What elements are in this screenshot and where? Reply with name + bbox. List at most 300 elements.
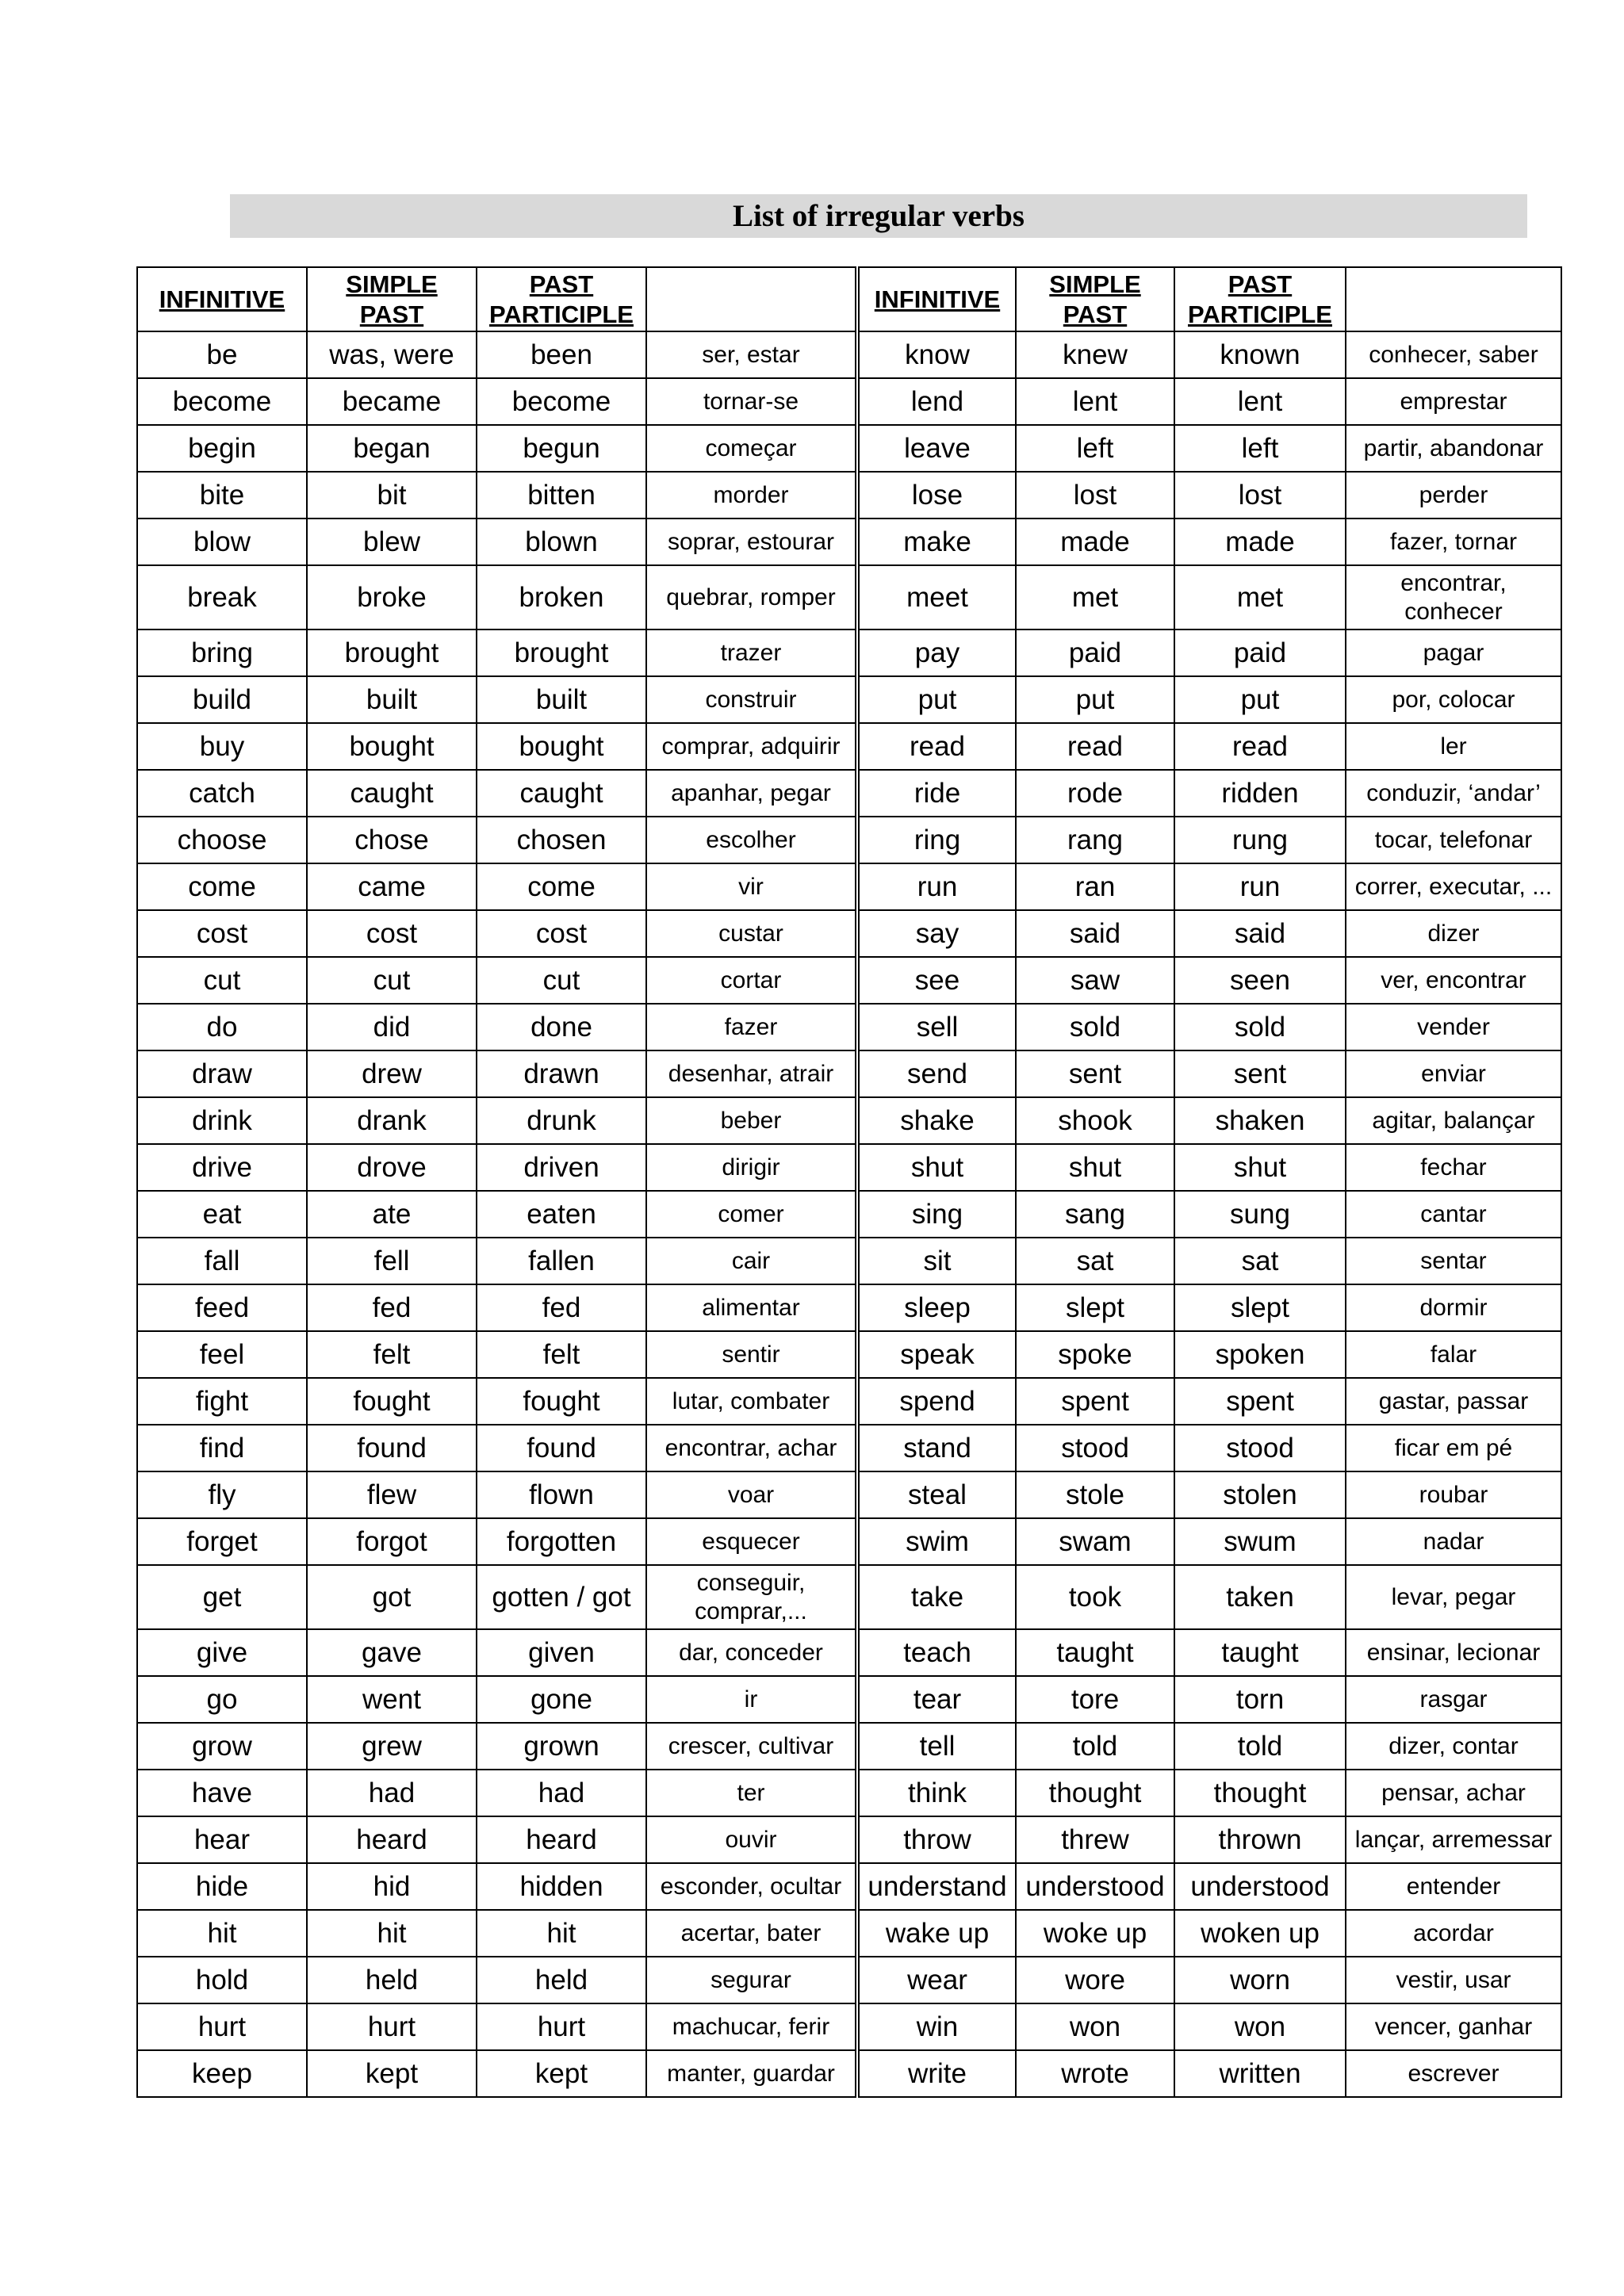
infinitive-cell-right: shake [857,1097,1016,1144]
simple-past-cell: gave [307,1629,477,1676]
past-participle-cell-right: seen [1174,957,1346,1004]
translation-cell: tornar-se [646,378,857,425]
infinitive-cell: fight [137,1378,307,1425]
translation-cell-right: por, colocar [1346,676,1561,723]
infinitive-cell: drive [137,1144,307,1191]
past-participle-cell: brought [477,629,646,676]
table-row [137,472,1561,519]
simple-past-cell: bit [307,472,477,519]
translation-cell: trazer [646,629,857,676]
translation-cell: ser, estar [646,331,857,378]
page-title: List of irregular verbs [733,199,1025,233]
header-simple-past-right: SIMPLE PAST [1016,267,1174,331]
translation-cell: machucar, ferir [646,2003,857,2050]
past-participle-cell-right: told [1174,1723,1346,1770]
simple-past-cell-right: said [1016,910,1174,957]
simple-past-cell-right: told [1016,1723,1174,1770]
simple-past-cell-right: ran [1016,863,1174,910]
past-participle-cell-right: shut [1174,1144,1346,1191]
past-participle-cell-right: written [1174,2050,1346,2097]
table-row [137,910,1561,957]
infinitive-cell: buy [137,723,307,770]
past-participle-cell-right: stolen [1174,1471,1346,1518]
table-row [137,863,1561,910]
past-participle-cell-right: sold [1174,1004,1346,1050]
infinitive-cell: get [137,1565,307,1629]
past-participle-cell-right: lent [1174,378,1346,425]
infinitive-cell: feed [137,1284,307,1331]
translation-cell-right: pagar [1346,629,1561,676]
header-infinitive: INFINITIVE [137,267,307,331]
simple-past-cell: did [307,1004,477,1050]
translation-cell: cair [646,1238,857,1284]
translation-cell: alimentar [646,1284,857,1331]
infinitive-cell-right: shut [857,1144,1016,1191]
simple-past-cell-right: read [1016,723,1174,770]
simple-past-cell: fed [307,1284,477,1331]
infinitive-cell: be [137,331,307,378]
translation-cell: lutar, combater [646,1378,857,1425]
simple-past-cell-right: sold [1016,1004,1174,1050]
table-row [137,629,1561,676]
simple-past-cell: hurt [307,2003,477,2050]
translation-cell-right: fechar [1346,1144,1561,1191]
past-participle-cell: grown [477,1723,646,1770]
translation-cell: segurar [646,1957,857,2003]
past-participle-cell-right: run [1174,863,1346,910]
past-participle-cell: given [477,1629,646,1676]
past-participle-cell: forgotten [477,1518,646,1565]
infinitive-cell-right: swim [857,1518,1016,1565]
translation-cell: ouvir [646,1816,857,1863]
past-participle-cell-right: spent [1174,1378,1346,1425]
translation-cell-right: sentar [1346,1238,1561,1284]
translation-cell-right: gastar, passar [1346,1378,1561,1425]
infinitive-cell: eat [137,1191,307,1238]
past-participle-cell: found [477,1425,646,1471]
simple-past-cell-right: tore [1016,1676,1174,1723]
past-participle-cell-right: made [1174,519,1346,565]
table-row [137,1284,1561,1331]
table-row [137,1957,1561,2003]
simple-past-cell: had [307,1770,477,1816]
translation-cell: esconder, ocultar [646,1863,857,1910]
simple-past-cell: fell [307,1238,477,1284]
simple-past-cell-right: met [1016,565,1174,629]
verb-table-body [137,331,1561,2097]
translation-cell-right: dormir [1346,1284,1561,1331]
past-participle-cell: cut [477,957,646,1004]
simple-past-cell-right: lent [1016,378,1174,425]
infinitive-cell-right: wake up [857,1910,1016,1957]
past-participle-cell-right: lost [1174,472,1346,519]
past-participle-cell-right: sent [1174,1050,1346,1097]
infinitive-cell-right: throw [857,1816,1016,1863]
table-row [137,1144,1561,1191]
translation-cell-right: ler [1346,723,1561,770]
simple-past-cell-right: spoke [1016,1331,1174,1378]
translation-cell: escolher [646,817,857,863]
infinitive-cell-right: tear [857,1676,1016,1723]
past-participle-cell-right: put [1174,676,1346,723]
header-row [137,267,1561,331]
past-participle-cell-right: sung [1174,1191,1346,1238]
past-participle-cell-right: slept [1174,1284,1346,1331]
translation-cell-right: conhecer, saber [1346,331,1561,378]
simple-past-cell: blew [307,519,477,565]
translation-cell: dirigir [646,1144,857,1191]
table-row [137,957,1561,1004]
infinitive-cell-right: think [857,1770,1016,1816]
simple-past-cell: cut [307,957,477,1004]
past-participle-cell: flown [477,1471,646,1518]
translation-cell-right: rasgar [1346,1676,1561,1723]
translation-cell-right: vencer, ganhar [1346,2003,1561,2050]
translation-cell: conseguir, comprar,... [646,1565,857,1629]
translation-cell-right: fazer, tornar [1346,519,1561,565]
infinitive-cell: draw [137,1050,307,1097]
simple-past-cell: found [307,1425,477,1471]
table-row [137,1629,1561,1676]
simple-past-cell: built [307,676,477,723]
translation-cell: esquecer [646,1518,857,1565]
infinitive-cell: break [137,565,307,629]
infinitive-cell: have [137,1770,307,1816]
past-participle-cell: become [477,378,646,425]
table-row [137,1425,1561,1471]
infinitive-cell: feel [137,1331,307,1378]
past-participle-cell-right: torn [1174,1676,1346,1723]
translation-cell-right: emprestar [1346,378,1561,425]
translation-cell-right: vestir, usar [1346,1957,1561,2003]
infinitive-cell: cost [137,910,307,957]
table-row [137,1910,1561,1957]
past-participle-cell: gone [477,1676,646,1723]
header-past-participle: PAST PARTICIPLE [477,267,646,331]
simple-past-cell-right: made [1016,519,1174,565]
translation-cell-right: pensar, achar [1346,1770,1561,1816]
past-participle-cell: drawn [477,1050,646,1097]
translation-cell: crescer, cultivar [646,1723,857,1770]
header-translation [646,267,857,331]
infinitive-cell: bring [137,629,307,676]
infinitive-cell: blow [137,519,307,565]
infinitive-cell: begin [137,425,307,472]
past-participle-cell-right: taught [1174,1629,1346,1676]
table-row [137,1097,1561,1144]
infinitive-cell-right: win [857,2003,1016,2050]
simple-past-cell: broke [307,565,477,629]
table-row [137,1004,1561,1050]
translation-cell: desenhar, atrair [646,1050,857,1097]
infinitive-cell-right: tell [857,1723,1016,1770]
infinitive-cell-right: wear [857,1957,1016,2003]
past-participle-cell-right: woken up [1174,1910,1346,1957]
simple-past-cell-right: stole [1016,1471,1174,1518]
past-participle-cell: caught [477,770,646,817]
translation-cell: acertar, bater [646,1910,857,1957]
table-row [137,1863,1561,1910]
infinitive-cell: do [137,1004,307,1050]
infinitive-cell-right: meet [857,565,1016,629]
simple-past-cell: held [307,1957,477,2003]
infinitive-cell: drink [137,1097,307,1144]
table-row [137,331,1561,378]
table-row [137,425,1561,472]
simple-past-cell-right: put [1016,676,1174,723]
past-participle-cell: begun [477,425,646,472]
past-participle-cell-right: stood [1174,1425,1346,1471]
translation-cell: vir [646,863,857,910]
past-participle-cell: felt [477,1331,646,1378]
simple-past-cell: grew [307,1723,477,1770]
past-participle-cell-right: known [1174,331,1346,378]
past-participle-cell: drunk [477,1097,646,1144]
simple-past-cell-right: paid [1016,629,1174,676]
table-row [137,1816,1561,1863]
past-participle-cell: bought [477,723,646,770]
past-participle-cell: done [477,1004,646,1050]
simple-past-cell: drove [307,1144,477,1191]
header-simple-past: SIMPLE PAST [307,267,477,331]
past-participle-cell-right: ridden [1174,770,1346,817]
simple-past-cell-right: sat [1016,1238,1174,1284]
translation-cell-right: conduzir, ‘andar’ [1346,770,1561,817]
translation-cell-right: nadar [1346,1518,1561,1565]
table-row [137,1518,1561,1565]
simple-past-cell: was, were [307,331,477,378]
past-participle-cell: been [477,331,646,378]
infinitive-cell: catch [137,770,307,817]
table-row [137,723,1561,770]
translation-cell: manter, guardar [646,2050,857,2097]
simple-past-cell-right: wore [1016,1957,1174,2003]
past-participle-cell-right: shaken [1174,1097,1346,1144]
translation-cell-right: agitar, balançar [1346,1097,1561,1144]
simple-past-cell: heard [307,1816,477,1863]
infinitive-cell-right: say [857,910,1016,957]
infinitive-cell: fly [137,1471,307,1518]
infinitive-cell-right: read [857,723,1016,770]
past-participle-cell: kept [477,2050,646,2097]
simple-past-cell-right: knew [1016,331,1174,378]
infinitive-cell-right: ring [857,817,1016,863]
translation-cell-right: falar [1346,1331,1561,1378]
infinitive-cell-right: write [857,2050,1016,2097]
past-participle-cell-right: spoken [1174,1331,1346,1378]
infinitive-cell: build [137,676,307,723]
past-participle-cell-right: taken [1174,1565,1346,1629]
simple-past-cell: drew [307,1050,477,1097]
table-row [137,519,1561,565]
simple-past-cell-right: slept [1016,1284,1174,1331]
infinitive-cell-right: see [857,957,1016,1004]
simple-past-cell: fought [307,1378,477,1425]
table-row [137,1770,1561,1816]
simple-past-cell-right: wrote [1016,2050,1174,2097]
simple-past-cell: cost [307,910,477,957]
past-participle-cell: driven [477,1144,646,1191]
past-participle-cell-right: thought [1174,1770,1346,1816]
past-participle-cell: chosen [477,817,646,863]
infinitive-cell-right: pay [857,629,1016,676]
simple-past-cell-right: swam [1016,1518,1174,1565]
table-row [137,2050,1561,2097]
table-row [137,1565,1561,1629]
infinitive-cell: find [137,1425,307,1471]
past-participle-cell: built [477,676,646,723]
simple-past-cell-right: sent [1016,1050,1174,1097]
infinitive-cell: hurt [137,2003,307,2050]
simple-past-cell-right: shook [1016,1097,1174,1144]
infinitive-cell-right: understand [857,1863,1016,1910]
simple-past-cell: hid [307,1863,477,1910]
infinitive-cell-right: send [857,1050,1016,1097]
past-participle-cell: cost [477,910,646,957]
infinitive-cell-right: put [857,676,1016,723]
simple-past-cell-right: shut [1016,1144,1174,1191]
header-translation-right [1346,267,1561,331]
past-participle-cell-right: said [1174,910,1346,957]
translation-cell-right: partir, abandonar [1346,425,1561,472]
table-row [137,1471,1561,1518]
table-row [137,1331,1561,1378]
past-participle-cell-right: rung [1174,817,1346,863]
infinitive-cell-right: ride [857,770,1016,817]
simple-past-cell: drank [307,1097,477,1144]
translation-cell: beber [646,1097,857,1144]
simple-past-cell-right: sang [1016,1191,1174,1238]
simple-past-cell-right: understood [1016,1863,1174,1910]
past-participle-cell: broken [477,565,646,629]
simple-past-cell: kept [307,2050,477,2097]
translation-cell-right: dizer, contar [1346,1723,1561,1770]
infinitive-cell: forget [137,1518,307,1565]
past-participle-cell-right: paid [1174,629,1346,676]
simple-past-cell-right: won [1016,2003,1174,2050]
irregular-verbs-table [136,266,1562,2098]
past-participle-cell: heard [477,1816,646,1863]
translation-cell: soprar, estourar [646,519,857,565]
infinitive-cell-right: know [857,331,1016,378]
infinitive-cell: keep [137,2050,307,2097]
translation-cell-right: ficar em pé [1346,1425,1561,1471]
translation-cell-right: ver, encontrar [1346,957,1561,1004]
table-row [137,565,1561,629]
past-participle-cell-right: thrown [1174,1816,1346,1863]
simple-past-cell: hit [307,1910,477,1957]
past-participle-cell: blown [477,519,646,565]
simple-past-cell: went [307,1676,477,1723]
infinitive-cell: hit [137,1910,307,1957]
past-participle-cell-right: met [1174,565,1346,629]
translation-cell-right: acordar [1346,1910,1561,1957]
simple-past-cell: forgot [307,1518,477,1565]
infinitive-cell: cut [137,957,307,1004]
infinitive-cell-right: run [857,863,1016,910]
infinitive-cell-right: spend [857,1378,1016,1425]
past-participle-cell: had [477,1770,646,1816]
translation-cell-right: levar, pegar [1346,1565,1561,1629]
simple-past-cell: chose [307,817,477,863]
table-row [137,1723,1561,1770]
translation-cell: comprar, adquirir [646,723,857,770]
translation-cell: fazer [646,1004,857,1050]
simple-past-cell-right: rang [1016,817,1174,863]
table-row [137,1238,1561,1284]
translation-cell-right: lançar, arremessar [1346,1816,1561,1863]
past-participle-cell-right: read [1174,723,1346,770]
header-past-participle-right: PAST PARTICIPLE [1174,267,1346,331]
infinitive-cell-right: speak [857,1331,1016,1378]
header-infinitive-right: INFINITIVE [857,267,1016,331]
translation-cell-right: enviar [1346,1050,1561,1097]
translation-cell-right: ensinar, lecionar [1346,1629,1561,1676]
past-participle-cell-right: understood [1174,1863,1346,1910]
infinitive-cell-right: leave [857,425,1016,472]
past-participle-cell: hurt [477,2003,646,2050]
translation-cell-right: cantar [1346,1191,1561,1238]
simple-past-cell-right: stood [1016,1425,1174,1471]
simple-past-cell: got [307,1565,477,1629]
past-participle-cell-right: worn [1174,1957,1346,2003]
simple-past-cell-right: spent [1016,1378,1174,1425]
past-participle-cell: fallen [477,1238,646,1284]
past-participle-cell: held [477,1957,646,2003]
translation-cell-right: entender [1346,1863,1561,1910]
infinitive-cell: grow [137,1723,307,1770]
simple-past-cell: brought [307,629,477,676]
infinitive-cell-right: take [857,1565,1016,1629]
infinitive-cell-right: make [857,519,1016,565]
infinitive-cell-right: sit [857,1238,1016,1284]
simple-past-cell-right: saw [1016,957,1174,1004]
simple-past-cell: felt [307,1331,477,1378]
past-participle-cell: hidden [477,1863,646,1910]
past-participle-cell-right: left [1174,425,1346,472]
simple-past-cell: became [307,378,477,425]
infinitive-cell-right: lend [857,378,1016,425]
table-row [137,378,1561,425]
past-participle-cell: hit [477,1910,646,1957]
simple-past-cell: ate [307,1191,477,1238]
past-participle-cell-right: swum [1174,1518,1346,1565]
translation-cell-right: roubar [1346,1471,1561,1518]
translation-cell: apanhar, pegar [646,770,857,817]
past-participle-cell-right: sat [1174,1238,1346,1284]
translation-cell-right: vender [1346,1004,1561,1050]
translation-cell: comer [646,1191,857,1238]
translation-cell: quebrar, romper [646,565,857,629]
infinitive-cell: hide [137,1863,307,1910]
table-row [137,1378,1561,1425]
simple-past-cell-right: taught [1016,1629,1174,1676]
simple-past-cell: came [307,863,477,910]
title-bar [230,194,1527,238]
translation-cell: dar, conceder [646,1629,857,1676]
translation-cell: voar [646,1471,857,1518]
simple-past-cell-right: lost [1016,472,1174,519]
past-participle-cell: eaten [477,1191,646,1238]
simple-past-cell: bought [307,723,477,770]
infinitive-cell-right: stand [857,1425,1016,1471]
translation-cell: ter [646,1770,857,1816]
translation-cell-right: tocar, telefonar [1346,817,1561,863]
table-row [137,1050,1561,1097]
simple-past-cell-right: thought [1016,1770,1174,1816]
infinitive-cell: come [137,863,307,910]
translation-cell-right: encontrar, conhecer [1346,565,1561,629]
